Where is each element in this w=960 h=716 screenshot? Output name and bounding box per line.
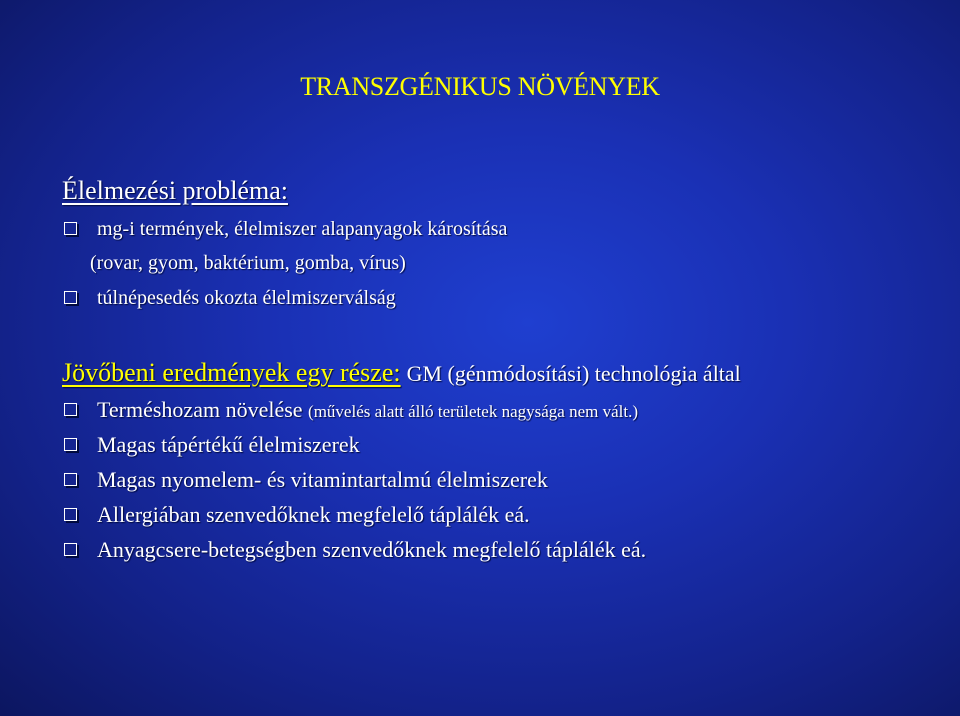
slide-title: TRANSZGÉNIKUS NÖVÉNYEK — [300, 72, 660, 101]
list-item-text: Terméshozam növelése — [97, 397, 303, 422]
checkbox-bullet-icon — [64, 291, 77, 304]
list-item-note: (művelés alatt álló területek nagysága nem vált.) — [308, 402, 639, 421]
checkbox-bullet-icon — [64, 222, 77, 235]
list-item — [64, 397, 638, 423]
list-item — [64, 502, 530, 528]
checkbox-bullet-icon — [64, 438, 77, 451]
list-item-text: Magas tápértékű élelmiszerek — [97, 432, 360, 457]
list-item — [64, 467, 548, 493]
list-item — [64, 218, 507, 241]
section-heading-food-problem: Élelmezési probléma: — [62, 176, 288, 205]
checkbox-bullet-icon — [64, 508, 77, 521]
list-item-text: Magas nyomelem- és vitamintartalmú élelmiszerek — [97, 467, 548, 492]
checkbox-bullet-icon — [64, 543, 77, 556]
checkbox-bullet-icon — [64, 473, 77, 486]
list-item-text: túlnépesedés okozta élelmiszerválság — [97, 287, 396, 309]
list-item-text: Allergiában szenvedőknek megfelelő táplálék eá. — [97, 502, 530, 527]
checkbox-bullet-icon — [64, 403, 77, 416]
section-heading-suffix: GM (génmódosítási) technológia által — [406, 361, 741, 386]
list-item — [64, 432, 360, 458]
list-item-text: Anyagcsere-betegségben szenvedőknek megfelelő táplálék eá. — [97, 537, 647, 562]
list-item — [64, 537, 646, 563]
list-item-text: mg-i termények, élelmiszer alapanyagok károsítása — [97, 218, 508, 240]
section-heading-text: Jövőbeni eredmények egy része: — [62, 358, 401, 387]
section-heading-future-results — [62, 358, 741, 388]
list-item-continuation: (rovar, gyom, baktérium, gomba, vírus) — [90, 252, 406, 274]
list-item — [64, 287, 396, 310]
